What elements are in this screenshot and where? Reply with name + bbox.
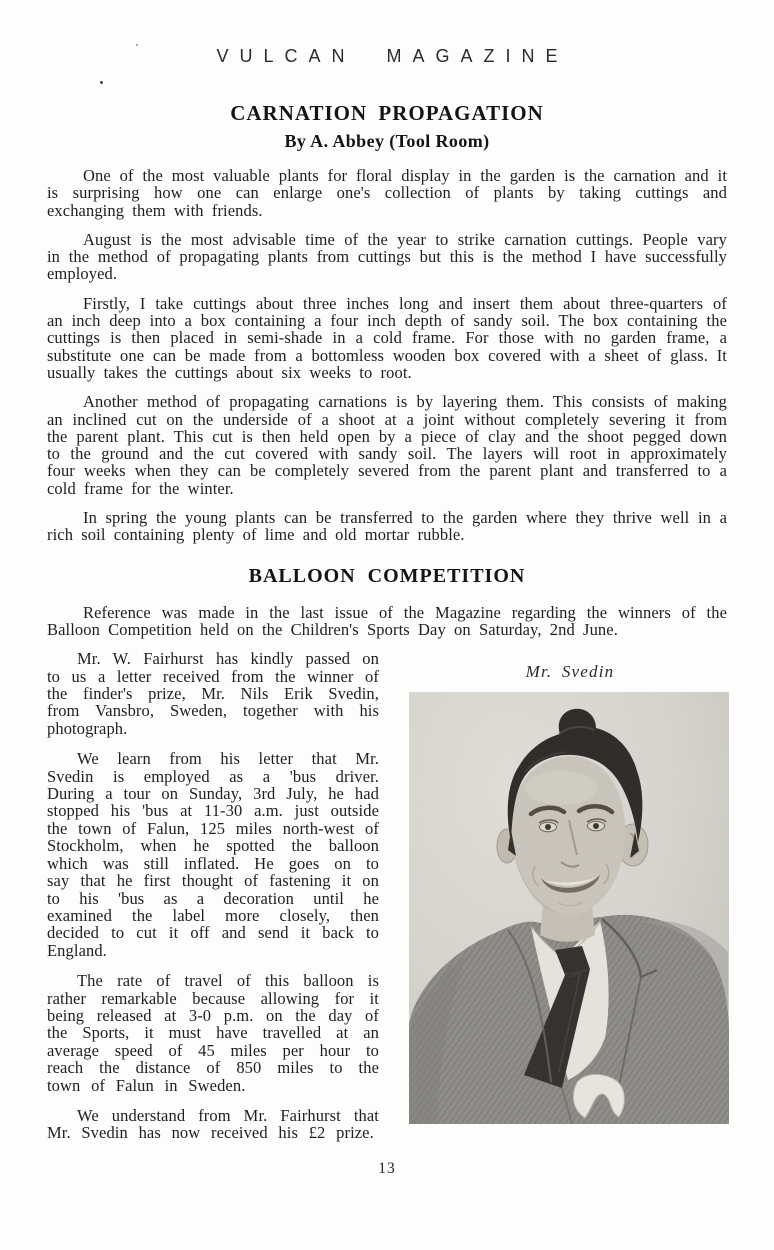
paragraph: Reference was made in the last issue of the Magazine regarding the winners of the Balloon Competition held on the Children's Sports Day on Saturday, 2nd June. (47, 602, 727, 639)
balloon-article-intro (47, 604, 727, 639)
balloon-article-title: BALLOON COMPETITION (248, 564, 526, 587)
paragraph: Firstly, I take cuttings about three inches long and insert them about three-quarters of an inch deep into a box containing a four inch depth of sandy soil. The box containing the cuttings is then placed in semi-shade in a cold frame. For those with no garden frame, a substitute one can be made from a bottomless wooden box covered with a sheet of glass. It usually takes the cuttings about six weeks to root. (47, 293, 727, 382)
portrait-photo-illustration (409, 692, 729, 1124)
photo-caption: Mr. Svedin (525, 662, 615, 682)
paragraph: We understand from Mr. Fairhurst that Mr. Svedin has now received his £2 prize. (47, 1105, 379, 1143)
paragraph: The rate of travel of this balloon is rather remarkable because allowing for it being released at 3-0 p.m. on the day of the Sports, it must have travelled at an average speed of 45 miles per hour to reach the distance of 850 miles to the town of Falun in Sweden. (47, 971, 379, 1095)
scan-speck (100, 81, 103, 84)
masthead-title: VULCAN MAGAZINE (216, 46, 569, 66)
paragraph: Another method of propagating carnations is by layering them. This consists of making an inclined cut on the underside of a shoot at a joint without completely severing it from the parent plant. This cut is then held open by a piece of clay and the shoot pegged down to the ground and the cut covered with sandy soil. The layers will root in approximately four weeks when they can be completely severed from the parent plant and transferred to a cold frame for the winter. (47, 392, 727, 498)
portrait-photo (409, 692, 729, 1124)
carnation-article-title: CARNATION PROPAGATION (230, 101, 544, 125)
paragraph: August is the most advisable time of the year to strike carnation cuttings. People vary in the method of propagating plants from cuttings but this is the method I have successfully employed. (47, 229, 727, 284)
paragraph: One of the most valuable plants for floral display in the garden is the carnation and it is surprising how one can enlarge one's collection of plants by taking cuttings and exchanging them with friends. (47, 166, 727, 220)
scan-speck (136, 44, 138, 46)
paragraph: We learn from his letter that Mr. Svedin is employed as a 'bus driver. During a tour on Sunday, 3rd July, he had stopped his 'bus at 11-30 a.m. just outside the town of Falun, 125 miles north-west of Stockholm, when he spotted the balloon which was still inflated. He goes on to say that he first thought of fastening it on to his 'bus as a decoration until he examined the label more closely, then decided to cut it off and send it back to England. (47, 749, 379, 960)
page-number: 13 (378, 1160, 396, 1177)
paragraph: In spring the young plants can be transferred to the garden where they thrive well in a rich soil containing plenty of lime and old mortar rubble. (47, 508, 727, 545)
balloon-article-columns (47, 650, 774, 1155)
balloon-article-left-column (47, 650, 379, 1155)
paragraph: Mr. W. Fairhurst has kindly passed on to us a letter received from the winner of the finder's prize, Mr. Nils Erik Svedin, from Vansbro, Sweden, together with his photograph. (47, 649, 379, 738)
carnation-article-byline: By A. Abbey (Tool Room) (284, 131, 490, 151)
carnation-article-body (47, 167, 727, 544)
photo-column (409, 650, 731, 1155)
